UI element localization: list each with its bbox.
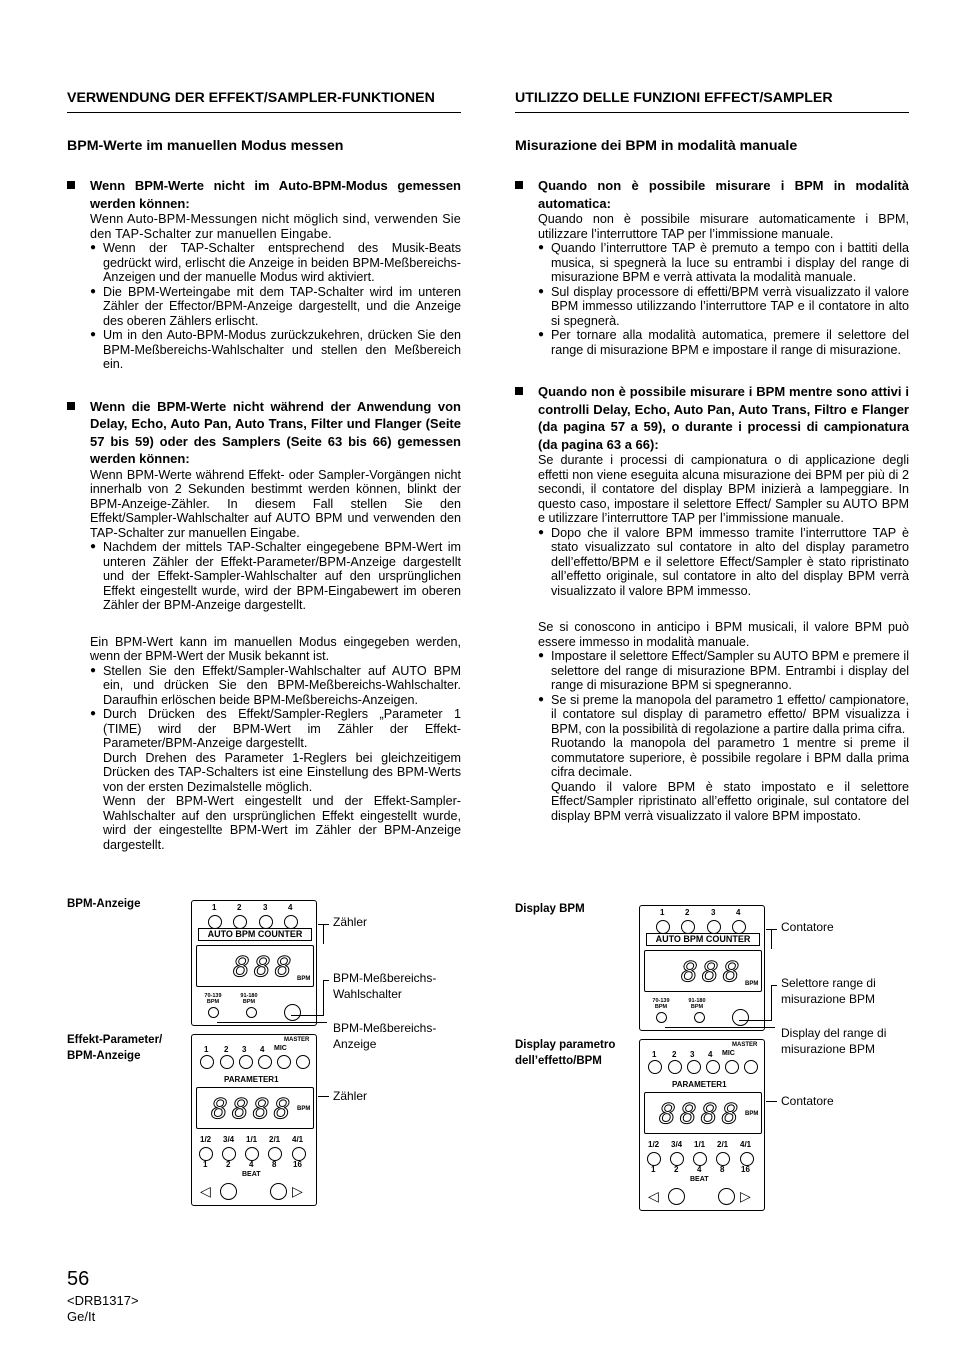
knob-number: 3 [263,903,268,912]
bullet-list [90,664,461,853]
counter-digits: 8888 [211,1092,295,1125]
knob-icon [296,1055,310,1069]
right-arrow-icon: ▷ [740,1188,751,1204]
bpm-label: BPM [297,976,311,982]
list-item: ● Die BPM-Werteingabe mit dem TAP-Schalter wird im unteren Zähler der Effector/BPM-Anzeige dargestellt, und die Anzeige des oberen Zählers erlischt. [90,285,461,329]
knob-number: 1 [660,908,665,917]
beat-fraction: 2/1 [717,1140,729,1149]
leader-line [665,1027,775,1028]
note-text: Quando non è possibile misurare automaticamente i BPM, utilizzare l’interruttore TAP per l’immissione manuale. [538,212,909,241]
callout-range-selector: BPM-Meßbereichs- Wahlschalter [333,971,437,1001]
knob-icon [258,1055,272,1069]
beat-fraction: 1/2 [648,1140,660,1149]
knob-icon [732,920,746,934]
beat-knob-icon [740,1152,754,1166]
list-item: ● Durch Drücken des Effekt/Sampler-Reglers „Parameter 1 (TIME) wird der BPM-Wert im Zähler der Effekt-Parameter/BPM-Anzeige dargestellt. Durch Drehen des Parameter 1-Reglers bei gleichzeitigem Drücken des TAP-Schalters ist eine Einstellung des BPM-Werts von der ersten Dezimalstelle möglich. Wenn der BPM-Wert eingestellt und der Effekt-Sampler-Wahlschalter auf den ursprünglichen Effekt eingestellt wurde, wird der eingestellte BPM-Wert im Zähler der BPM-Anzeige dargestellt. [90,707,461,852]
knob-number: 3 [711,908,716,917]
left-arrow-icon: ◁ [200,1183,211,1199]
knob-icon [208,915,222,929]
bpm-display-panel [639,905,765,1031]
knob-icon [668,1188,685,1205]
knob-number: 1 [652,1050,657,1059]
top-counter-display [196,945,314,987]
knob-icon [200,1055,214,1069]
knob-icon [239,1055,253,1069]
square-bullet-icon [515,387,523,395]
figure-label-bpm-display: BPM-Anzeige [67,898,141,910]
range-label: 70-139 BPM [652,998,670,1010]
list-item: ● Quando l’interruttore TAP è premuto a tempo con i battiti della musica, si spegnerà la luce su entrambi i display del range di misurazione BPM e verrà attivata la modalità manuale. [538,241,909,285]
section-title: VERWENDUNG DER EFFEKT/SAMPLER-FUNKTIONEN [67,90,461,113]
beat-number: 8 [272,1160,277,1169]
knob-number: 4 [288,903,293,912]
bottom-counter-display [644,1092,762,1134]
leader-line [323,1096,329,1097]
knob-number: 4 [708,1050,713,1059]
knob-icon [277,1055,291,1069]
knob-icon [744,1060,758,1074]
figure-label-effect-display: Effekt-Parameter/ BPM-Anzeige [67,1034,163,1062]
mic-label: MIC [722,1050,735,1057]
leader-line [771,985,777,986]
beat-fraction: 4/1 [740,1140,752,1149]
list-item: ● Stellen Sie den Effekt/Sampler-Wahlschalter auf AUTO BPM ein, und drücken Sie den BPM-Meßbereichs-Wahlschalter. Daraufhin erlöschen beide BPM-Meßbereichs-Anzeigen. [90,664,461,708]
knob-icon [233,915,247,929]
note-block-1 [515,177,909,357]
list-item: ● Dopo che il valore BPM immesso tramite l’interruttore TAP è stato visualizzato sul contatore in alto del display parametro dell’effetto/BPM e il selettore Effect/Sampler è stato ripristinato all’effetto originale, sul contatore in alto del display BPM verrà visualizzato il valore BPM immesso. [538,526,909,599]
range-indicator-icon [656,1012,667,1023]
knob-number: 2 [672,1050,677,1059]
note-heading: Wenn BPM-Werte nicht im Auto-BPM-Modus gemessen werden können: [90,178,461,211]
beat-number: 4 [249,1160,254,1169]
left-figure [67,896,467,1206]
language-code: Ge/It [67,1309,96,1324]
beat-knob-icon [199,1147,213,1161]
beat-label: BEAT [690,1176,709,1183]
callout-range-display: Display del range di misurazione BPM [781,1026,887,1056]
range-label: 91-180 BPM [240,993,258,1005]
beat-knob-icon [647,1152,661,1166]
list-item: ● Sul display processore di effetti/BPM verrà visualizzato il valore BPM immesso utilizzando l’interruttore TAP e il contatore in alto si spegnerà. [538,285,909,329]
range-indicator-icon [208,1007,219,1018]
beat-fraction: 3/4 [223,1135,235,1144]
beat-number: 4 [697,1165,702,1174]
mic-label: MIC [274,1045,287,1052]
bullet-list [538,649,909,823]
beat-knob-icon [716,1152,730,1166]
note-heading: Quando non è possibile misurare i BPM mentre sono attivi i controlli Delay, Echo, Auto Pan, Auto Trans, Filtro e Flanger (da pagina 57 a 59), o durante i processi di campionatura (da pagina 63 a 66): [538,384,909,452]
square-bullet-icon [67,181,75,189]
leader-line [291,1015,324,1016]
bullet-list [90,241,461,372]
bpm-label: BPM [745,1111,759,1117]
effect-parameter-panel [639,1039,765,1211]
callout-counter: Zähler [333,915,368,929]
knob-icon [220,1183,237,1200]
counter-digits: 8888 [659,1097,743,1130]
beat-number: 16 [293,1160,302,1169]
beat-number: 16 [741,1165,750,1174]
list-item: ● Nachdem der mittels TAP-Schalter eingegebene BPM-Wert im unteren Zähler der Effekt-Parameter/BPM-Anzeige dargestellt und der Effekt-Sampler-Wahlschalter auf den ursprünglichen Effekt eingestellt wurde, wird der BPM-Eingabewert im oberen Zähler der BPM-Anzeige dargestellt. [90,540,461,613]
knob-icon [687,1060,701,1074]
callout-counter: Zähler [333,1089,368,1103]
knob-icon [725,1060,739,1074]
knob-number: 3 [690,1050,695,1059]
knob-icon [668,1060,682,1074]
leader-line [739,1020,772,1021]
bullet-list [90,540,461,613]
page-number: 56 [67,1268,90,1290]
leader-line [323,980,329,981]
note-block-2 [515,383,909,823]
callout-counter: Contatore [781,1094,834,1108]
subsection-title: Misurazione dei BPM in modalità manuale [515,138,798,154]
leader-line [771,985,772,1020]
note-text: Se durante i processi di campionatura o di applicazione degli effetti non viene eseguita alcuna misurazione dei BPM per più di 2 secondi, il contatore del display BPM inizierà a lampeggiare. In questo caso, impostare il selettore Effect/ Sampler su AUTO BPM e utilizzare l’interruttore TAP per l’immissione manuale. [538,453,909,525]
master-label: MASTER [732,1042,758,1048]
knob-number: 2 [224,1045,229,1054]
beat-label: BEAT [242,1171,261,1178]
parameter-label: PARAMETER1 [672,1080,727,1089]
model-code: <DRB1317> [67,1293,139,1308]
knob-number: 4 [260,1045,265,1054]
beat-knob-icon [670,1152,684,1166]
beat-knob-icon [693,1152,707,1166]
square-bullet-icon [515,181,523,189]
leader-line [771,929,777,930]
knob-icon [706,1060,720,1074]
note-heading: Quando non è possibile misurare i BPM in modalità automatica: [538,178,909,211]
knob-icon [707,920,721,934]
counter-label: AUTO BPM COUNTER [198,928,312,941]
counter-digits: 888 [681,955,744,988]
list-item: ● Per tornare alla modalità automatica, premere il selettore del range di misurazione BPM e impostare il range di misurazione. [538,328,909,357]
leader-line [217,1022,327,1023]
leader-line [771,929,772,949]
right-arrow-icon: ▷ [292,1183,303,1199]
bullet-list [538,241,909,357]
beat-number: 2 [674,1165,679,1174]
bottom-counter-display [196,1087,314,1129]
beat-fraction: 3/4 [671,1140,683,1149]
beat-fraction: 2/1 [269,1135,281,1144]
left-column [67,90,461,852]
range-selector-button [284,1004,301,1021]
bpm-label: BPM [297,1106,311,1112]
knob-icon [259,915,273,929]
figure-label-bpm-display: Display BPM [515,903,585,915]
callout-counter: Contatore [781,920,834,934]
beat-number: 2 [226,1160,231,1169]
list-item: ● Wenn der TAP-Schalter entsprechend des Musik-Beats gedrückt wird, erlischt die Anzeige in beiden BPM-Meßbereichs-Anzeigen und der manuelle Modus wird aktiviert. [90,241,461,285]
range-selector-button [732,1009,749,1026]
list-item: ● Impostare il selettore Effect/Sampler su AUTO BPM e premere il selettore del range di misurazione BPM. Entrambi i display del range di misurazione BPM si spegneranno. [538,649,909,693]
beat-knob-icon [222,1147,236,1161]
paragraph: Ein BPM-Wert kann im manuellen Modus eingegeben werden, wenn der BPM-Wert der Musik bekannt ist. [90,634,461,663]
counter-label: AUTO BPM COUNTER [646,933,760,946]
counter-digits: 888 [233,950,296,983]
range-indicator-icon [246,1007,257,1018]
leader-line [323,980,324,1015]
list-item: ● Se si preme la manopola del parametro 1 effetto/ campionatore, il contatore sul display di parametro effetto/ BPM visualizza i BPM, con la possibilità di regolazione a partire dalla prima cifra. Ruotando la manopola del parametro 1 mentre si preme il commutatore superiore, è possibile regolare i BPM dalla prima cifra decimale. Quando il valore BPM è stato impostato e il selettore Effect/Sampler ripristinato all’effetto originale, sul contatore del display BPM verrà visualizzato il valore BPM impostato. [538,693,909,824]
section-title: UTILIZZO DELLE FUNZIONI EFFECT/SAMPLER [515,90,909,113]
leader-line [771,1101,777,1102]
subsection-title: BPM-Werte im manuellen Modus messen [67,138,344,154]
leader-line [323,924,329,925]
beat-fraction: 1/1 [246,1135,258,1144]
beat-fraction: 1/1 [694,1140,706,1149]
beat-fraction: 1/2 [200,1135,212,1144]
bpm-label: BPM [745,981,759,987]
range-indicator-icon [694,1012,705,1023]
note-block-2 [67,398,461,853]
note-text: Wenn BPM-Werte während Effekt- oder Sampler-Vorgängen nicht innerhalb von 2 Sekunden bestimmt werden können, blinkt der BPM-Anzeige-Zähler. In diesem Fall stellen Sie den Effekt/Sampler-Wahlschalter auf AUTO BPM und verwenden den TAP-Schalter zur manuellen Eingabe. [90,467,461,540]
paragraph: Se si conoscono in anticipo i BPM musicali, il valore BPM può essere immesso in modalità manuale. [538,620,909,649]
knob-icon [681,920,695,934]
beat-number: 8 [720,1165,725,1174]
note-text: Wenn Auto-BPM-Messungen nicht möglich sind, verwenden Sie den TAP-Schalter zur manuellen Eingabe. [90,212,461,241]
beat-knob-icon [268,1147,282,1161]
knob-number: 2 [237,903,242,912]
effect-parameter-panel [191,1034,317,1206]
bpm-display-panel [191,900,317,1026]
beat-knob-icon [292,1147,306,1161]
knob-icon [718,1188,735,1205]
leader-line [323,924,324,944]
knob-number: 2 [685,908,690,917]
knob-icon [656,920,670,934]
knob-number: 1 [212,903,217,912]
range-label: 70-139 BPM [204,993,222,1005]
beat-number: 1 [203,1160,208,1169]
document-code [67,1293,139,1325]
figure-label-effect-display: Display parametro dell’effetto/BPM [515,1039,616,1067]
master-label: MASTER [284,1037,310,1043]
beat-fraction: 4/1 [292,1135,304,1144]
parameter-label: PARAMETER1 [224,1075,279,1084]
top-counter-display [644,950,762,992]
knob-icon [270,1183,287,1200]
note-block-1 [67,177,461,372]
note-heading: Wenn die BPM-Werte nicht während der Anwendung von Delay, Echo, Auto Pan, Auto Trans, Filter und Flanger (Seite 57 bis 59) oder des Samplers (Seite 63 bis 66) gemessen werden können: [90,398,461,466]
list-item: ● Um in den Auto-BPM-Modus zurückzukehren, drücken Sie den BPM-Meßbereichs-Wahlschalter und stellen den Meßbereich ein. [90,328,461,372]
callout-range-selector: Selettore range di misurazione BPM [781,976,876,1006]
square-bullet-icon [67,402,75,410]
knob-icon [220,1055,234,1069]
right-figure [515,901,915,1213]
beat-number: 1 [651,1165,656,1174]
right-column [515,90,909,823]
left-arrow-icon: ◁ [648,1188,659,1204]
callout-range-display: BPM-Meßbereichs- Anzeige [333,1021,437,1051]
knob-number: 4 [736,908,741,917]
bullet-list [538,526,909,599]
knob-number: 3 [242,1045,247,1054]
range-label: 91-180 BPM [688,998,706,1010]
knob-icon [284,915,298,929]
knob-icon [648,1060,662,1074]
beat-knob-icon [245,1147,259,1161]
knob-number: 1 [204,1045,209,1054]
